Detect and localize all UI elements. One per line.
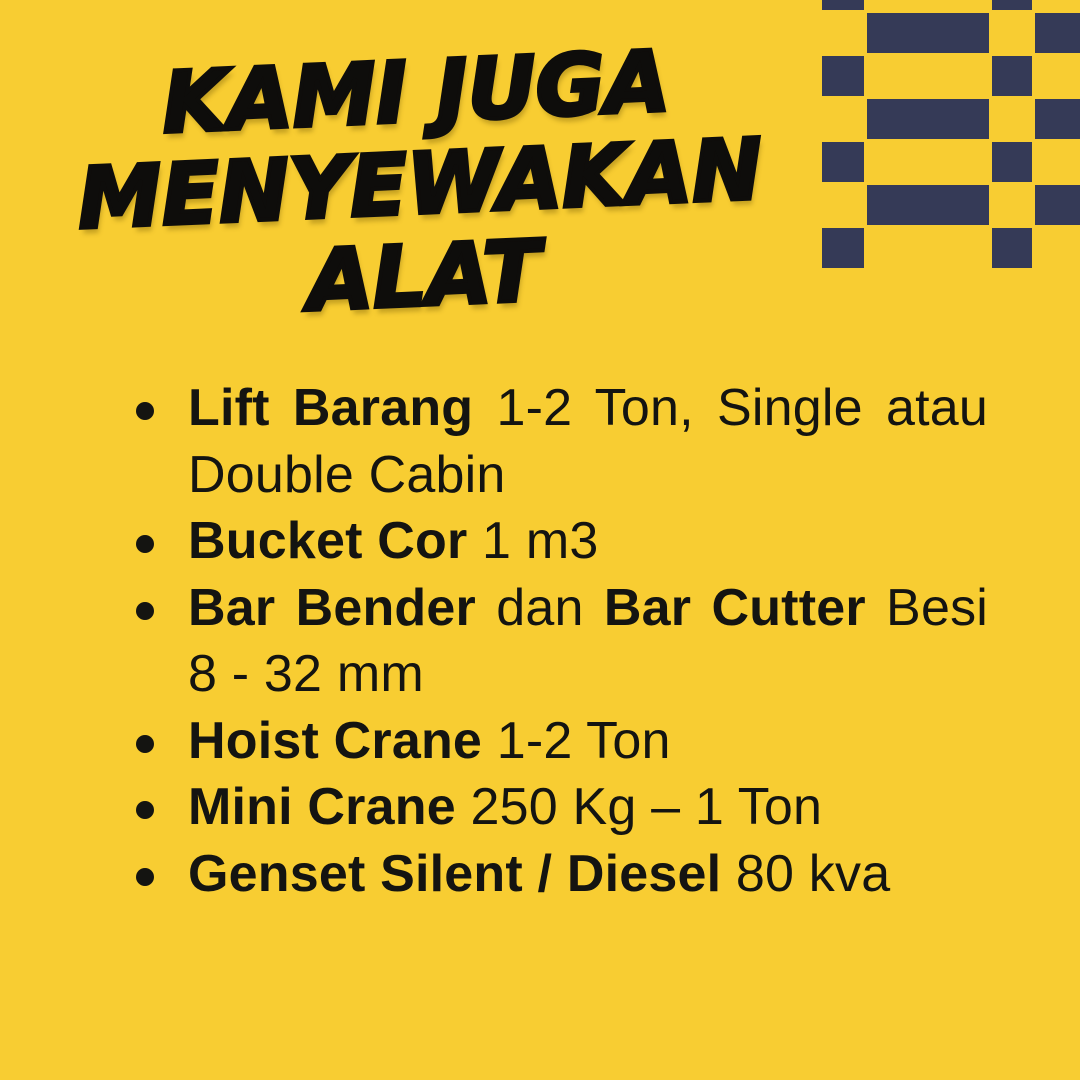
pattern-cell bbox=[1035, 13, 1080, 53]
equipment-spec: 80 kva bbox=[721, 844, 891, 903]
pattern-cell bbox=[822, 0, 864, 10]
pattern-cell bbox=[1035, 185, 1080, 225]
pattern-cell bbox=[992, 56, 1032, 96]
list-item bbox=[188, 708, 988, 775]
pattern-cell bbox=[867, 185, 989, 225]
bullet-icon bbox=[136, 535, 154, 553]
pattern-cell bbox=[992, 142, 1032, 182]
list-item-text bbox=[188, 579, 988, 704]
pattern-cell bbox=[1035, 228, 1080, 268]
bullet-icon bbox=[136, 868, 154, 886]
list-item bbox=[188, 575, 988, 708]
list-item bbox=[188, 375, 988, 508]
pattern-cell bbox=[867, 56, 989, 96]
equipment-spec: 1-2 Ton bbox=[482, 711, 671, 770]
pattern-cell bbox=[822, 228, 864, 268]
equipment-spec: Besi 8 - 32 mm bbox=[188, 578, 989, 703]
title-line-2: MENYEWAKAN bbox=[75, 120, 765, 248]
equipment-name: Lift Barang bbox=[188, 379, 474, 437]
list-item-text bbox=[188, 845, 890, 903]
title-line-1: KAMI JUGA bbox=[160, 32, 672, 153]
bullet-icon bbox=[136, 402, 154, 420]
pattern-cell bbox=[867, 13, 989, 53]
pattern-cell bbox=[992, 228, 1032, 268]
pattern-cell bbox=[822, 56, 864, 96]
list-item-text bbox=[188, 379, 988, 504]
pattern-cell bbox=[1035, 142, 1080, 182]
list-item bbox=[188, 508, 988, 575]
pattern-cell bbox=[1035, 56, 1080, 96]
list-item bbox=[188, 774, 988, 841]
pattern-cell bbox=[867, 99, 989, 139]
bullet-icon bbox=[136, 602, 154, 620]
pattern-cell bbox=[1035, 99, 1080, 139]
pattern-cell bbox=[867, 142, 989, 182]
pattern-cell bbox=[867, 0, 989, 10]
pattern-cell bbox=[822, 13, 864, 53]
pattern-cell bbox=[992, 99, 1032, 139]
list-item-text bbox=[188, 512, 598, 570]
equipment-spec: 1-2 Ton, Single atau Double Cabin bbox=[188, 379, 989, 504]
list-item-text bbox=[188, 778, 822, 836]
equipment-spec: 250 Kg – 1 Ton bbox=[455, 778, 823, 836]
equipment-name: Bar Cutter bbox=[603, 578, 866, 637]
pattern-cell bbox=[992, 13, 1032, 53]
checkerboard-pattern bbox=[822, 0, 1080, 268]
equipment-name: Genset Silent / Diesel bbox=[188, 844, 722, 903]
equipment-name: Bucket Cor bbox=[188, 512, 468, 570]
pattern-cell bbox=[992, 185, 1032, 225]
bullet-icon bbox=[136, 735, 154, 753]
equipment-spec: 1 m3 bbox=[467, 512, 599, 570]
list-item-text bbox=[188, 712, 671, 770]
equipment-name: Mini Crane bbox=[188, 778, 456, 836]
pattern-cell bbox=[992, 0, 1032, 10]
list-item bbox=[188, 841, 988, 908]
bullet-icon bbox=[136, 801, 154, 819]
pattern-cell bbox=[867, 228, 989, 268]
equipment-name: Bar Bender bbox=[188, 578, 476, 637]
equipment-list bbox=[188, 375, 988, 907]
pattern-cell bbox=[822, 142, 864, 182]
title-line-3: ALAT bbox=[305, 221, 543, 330]
pattern-cell bbox=[822, 99, 864, 139]
equipment-name: Hoist Crane bbox=[188, 711, 483, 770]
page-title bbox=[34, 30, 805, 339]
equipment-spec: dan bbox=[475, 578, 604, 637]
pattern-cell bbox=[822, 185, 864, 225]
pattern-cell bbox=[1035, 0, 1080, 10]
